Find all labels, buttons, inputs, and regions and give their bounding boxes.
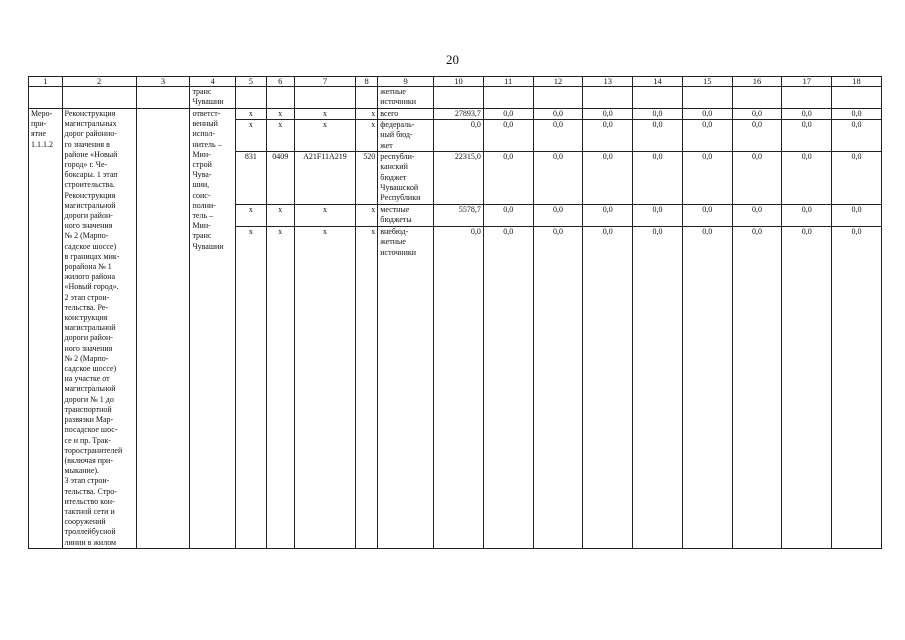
cell-value: 0,0 [782,120,832,152]
header-cell-3: 3 [136,77,190,87]
cell-c8: х [355,109,377,120]
cell-value: 0,0 [533,109,583,120]
cell-c10: 0,0 [434,120,484,152]
cell-value: 0,0 [682,205,732,227]
cell-c9: федераль- ный бюд- жет [378,120,434,152]
cell-value: 0,0 [583,205,633,227]
cell-value: 0,0 [732,152,782,205]
cell-value: 0,0 [732,120,782,152]
cell-c7: A21F11A219 [295,152,356,205]
header-cell-15: 15 [682,77,732,87]
cell-value: 0,0 [782,205,832,227]
header-cell-8: 8 [355,77,377,87]
cell-value: 0,0 [782,152,832,205]
cell-value: 0,0 [483,205,533,227]
event-col3 [136,109,190,549]
cell-value: 0,0 [832,227,882,549]
cell-value: 0,0 [483,120,533,152]
cell-c6: х [266,109,294,120]
header-cell-5: 5 [236,77,266,87]
cell-c6: х [266,227,294,549]
cell-c9: всего [378,109,434,120]
cell-c6: 0409 [266,152,294,205]
cell-value: 0,0 [483,109,533,120]
cell-value: 0,0 [732,227,782,549]
header-cell-9: 9 [378,77,434,87]
continuation-executor: транс Чувашии [190,87,236,109]
cell-c7: х [295,120,356,152]
page-number: 20 [446,52,459,67]
cell-value: 0,0 [682,152,732,205]
header-cell-18: 18 [832,77,882,87]
cell-value: 0,0 [682,120,732,152]
header-cell-4: 4 [190,77,236,87]
cell-c6: х [266,205,294,227]
cell-c8: х [355,205,377,227]
cell-c5: х [236,109,266,120]
cell-c5: х [236,205,266,227]
continuation-source: жетные источники [378,87,434,109]
cell-value: 0,0 [633,152,683,205]
cell-c5: х [236,120,266,152]
cell-c5: 831 [236,152,266,205]
event-code: Меро- при- ятие 1.1.1.2 [29,109,63,549]
cell-c10: 5578,7 [434,205,484,227]
cell-value: 0,0 [832,120,882,152]
cell-value: 0,0 [732,109,782,120]
cell-value: 0,0 [533,152,583,205]
cell-value: 0,0 [782,109,832,120]
cell-value: 0,0 [732,205,782,227]
cell-value: 0,0 [832,152,882,205]
cell-value: 0,0 [633,109,683,120]
header-cell-6: 6 [266,77,294,87]
cell-value: 0,0 [633,227,683,549]
cell-c9: внебюд- жетные источники [378,227,434,549]
cell-value: 0,0 [583,109,633,120]
cell-value: 0,0 [583,152,633,205]
header-cell-16: 16 [732,77,782,87]
header-cell-17: 17 [782,77,832,87]
cell-value: 0,0 [533,120,583,152]
cell-value: 0,0 [633,205,683,227]
cell-c10: 22315,0 [434,152,484,205]
cell-value: 0,0 [832,109,882,120]
cell-c7: х [295,109,356,120]
cell-value: 0,0 [682,227,732,549]
cell-value: 0,0 [832,205,882,227]
cell-value: 0,0 [483,227,533,549]
cell-value: 0,0 [533,205,583,227]
header-cell-12: 12 [533,77,583,87]
cell-value: 0,0 [583,120,633,152]
cell-value: 0,0 [533,227,583,549]
table-row [29,109,882,120]
header-cell-11: 11 [483,77,533,87]
cell-c8: х [355,227,377,549]
cell-value: 0,0 [583,227,633,549]
header-cell-10: 10 [434,77,484,87]
cell-c7: х [295,205,356,227]
cell-c9: республи- канский бюджет Чувашской Республики [378,152,434,205]
header-cell-1: 1 [29,77,63,87]
header-cell-13: 13 [583,77,633,87]
event-executor: ответст- венный испол- нитель – Мин- строй Чува- шии, соис- полни- тель – Мин- транс Чувашии [190,109,236,549]
cell-c9: местные бюджеты [378,205,434,227]
cell-c7: х [295,227,356,549]
cell-value: 0,0 [782,227,832,549]
cell-c10: 0,0 [434,227,484,549]
cell-c5: х [236,227,266,549]
cell-c8: 520 [355,152,377,205]
cell-c6: х [266,120,294,152]
header-cell-7: 7 [295,77,356,87]
cell-value: 0,0 [682,109,732,120]
header-row [29,77,882,87]
budget-table [28,76,882,549]
continuation-row [29,87,882,109]
cell-value: 0,0 [483,152,533,205]
cell-value: 0,0 [633,120,683,152]
header-cell-14: 14 [633,77,683,87]
event-description: Реконструкция магистральных дорог районно- го значения в районе «Новый город» г. Че- боксары. 1 этап строительства. Реконструкция магистральной дороги район- ного значения № 2 (Марпо- садское шоссе) в границах мик- рорайона № 1 жилого района «Новый город». 2 этап строи- тельства. Ре- конструкция магистральной дороги район- ного значения № 2 (Марпо- садское шоссе) на участке от магистральной дороги № 1 до транспортной развязки Мар- посадское шос- се и пр. Трак- тоространителей (включая при- мыкание). 3 этап строи- тельства. Стро- ительство кон- тактной сети и сооружений троллейбусной линии в жилом [62,109,136,549]
cell-c8: х [355,120,377,152]
cell-c10: 27893,7 [434,109,484,120]
header-cell-2: 2 [62,77,136,87]
